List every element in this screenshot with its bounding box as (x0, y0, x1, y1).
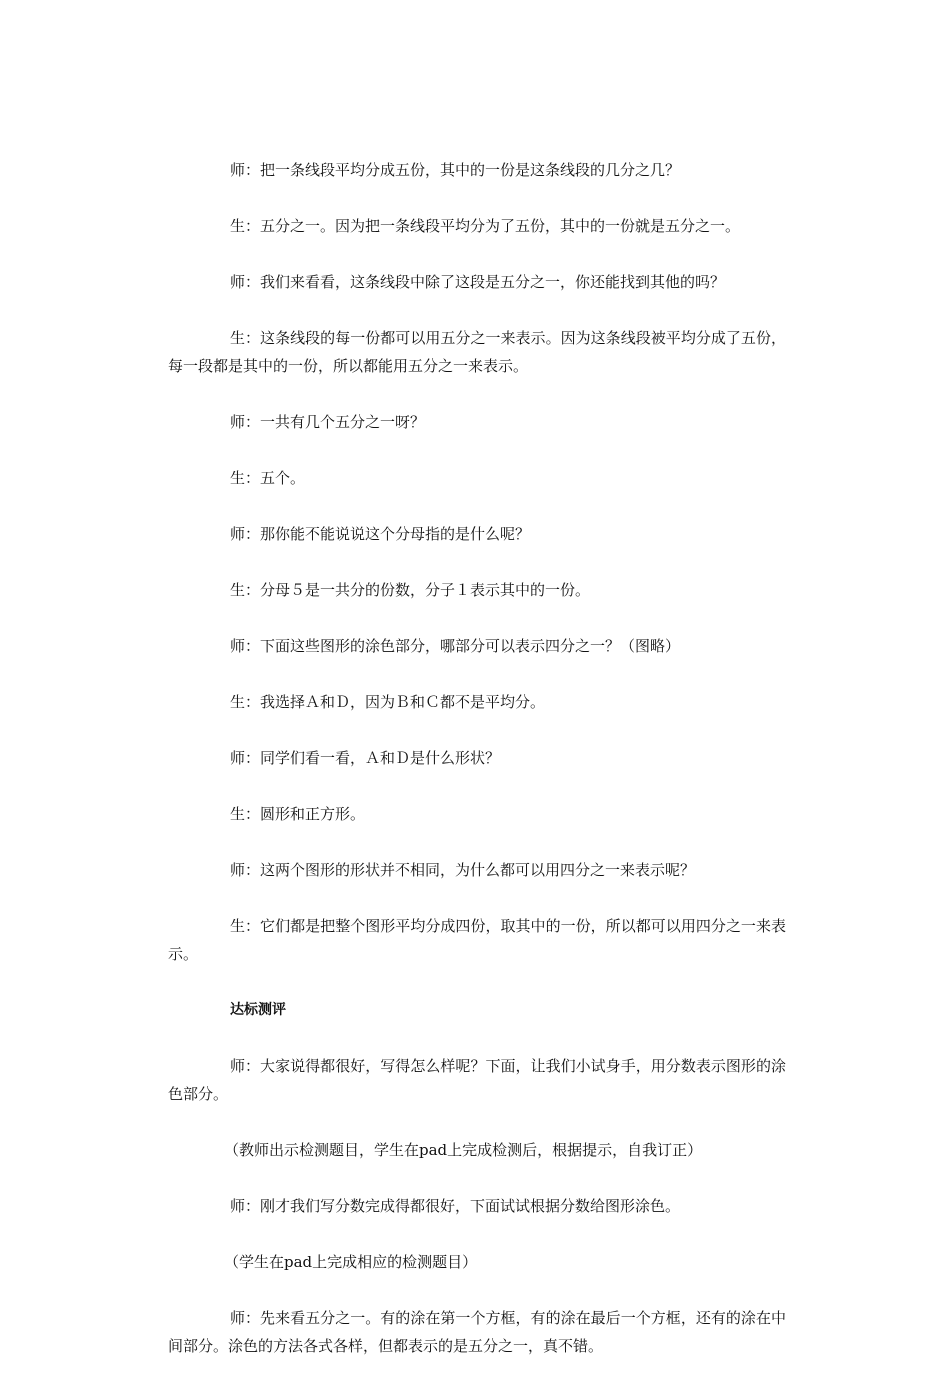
paragraph-student-answer-2: 生：这条线段的每一份都可以用五分之一来表示。因为这条线段被平均分成了五份，每一段都是其中的一份，所以都能用五分之一来表示。 (168, 329, 786, 375)
paragraph-teacher-question-6: 师：同学们看一看，Ａ和Ｄ是什么形状？ (230, 749, 501, 767)
paragraph-stage-note-2: （学生在pad上完成相应的检测题目） (224, 1253, 478, 1271)
paragraph-student-answer-4: 生：分母５是一共分的份数，分子１表示其中的一份。 (230, 581, 591, 599)
paragraph-student-answer-3: 生：五个。 (230, 469, 306, 487)
paragraph-teacher-question-7: 师：这两个图形的形状并不相同，为什么都可以用四分之一来表示呢？ (230, 861, 696, 879)
section-heading: 达标测评 (230, 1002, 286, 1018)
paragraph-teacher-question-2: 师：我们来看看，这条线段中除了这段是五分之一，你还能找到其他的吗？ (230, 273, 726, 291)
paragraph-teacher-summary: 师：先来看五分之一。有的涂在第一个方框，有的涂在最后一个方框，还有的涂在中间部分。涂色的方法各式各样，但都表示的是五分之一，真不错。 (168, 1309, 786, 1355)
paragraph-teacher-instruction: 师：刚才我们写分数完成得都很好，下面试试根据分数给图形涂色。 (230, 1197, 681, 1215)
paragraph-teacher-question-5: 师：下面这些图形的涂色部分，哪部分可以表示四分之一？（图略） (230, 637, 681, 655)
paragraph-student-answer-1: 生：五分之一。因为把一条线段平均分为了五份，其中的一份就是五分之一。 (230, 217, 741, 235)
document-page (168, 156, 786, 1388)
paragraph-student-answer-7: 生：它们都是把整个图形平均分成四份，取其中的一份，所以都可以用四分之一来表示。 (168, 917, 786, 963)
paragraph-teacher-question-4: 师：那你能不能说说这个分母指的是什么呢？ (230, 525, 531, 543)
paragraph-teacher-question-1: 师：把一条线段平均分成五份，其中的一份是这条线段的几分之几？ (230, 161, 681, 179)
paragraph-teacher-intro: 师：大家说得都很好，写得怎么样呢？下面，让我们小试身手，用分数表示图形的涂色部分。 (168, 1057, 786, 1103)
paragraph-student-answer-6: 生：圆形和正方形。 (230, 805, 366, 823)
paragraph-student-answer-5: 生：我选择Ａ和Ｄ，因为Ｂ和Ｃ都不是平均分。 (230, 693, 546, 711)
paragraph-stage-note-1: （教师出示检测题目，学生在pad上完成检测后，根据提示，自我订正） (224, 1141, 703, 1159)
paragraph-teacher-question-3: 师：一共有几个五分之一呀？ (230, 413, 426, 431)
